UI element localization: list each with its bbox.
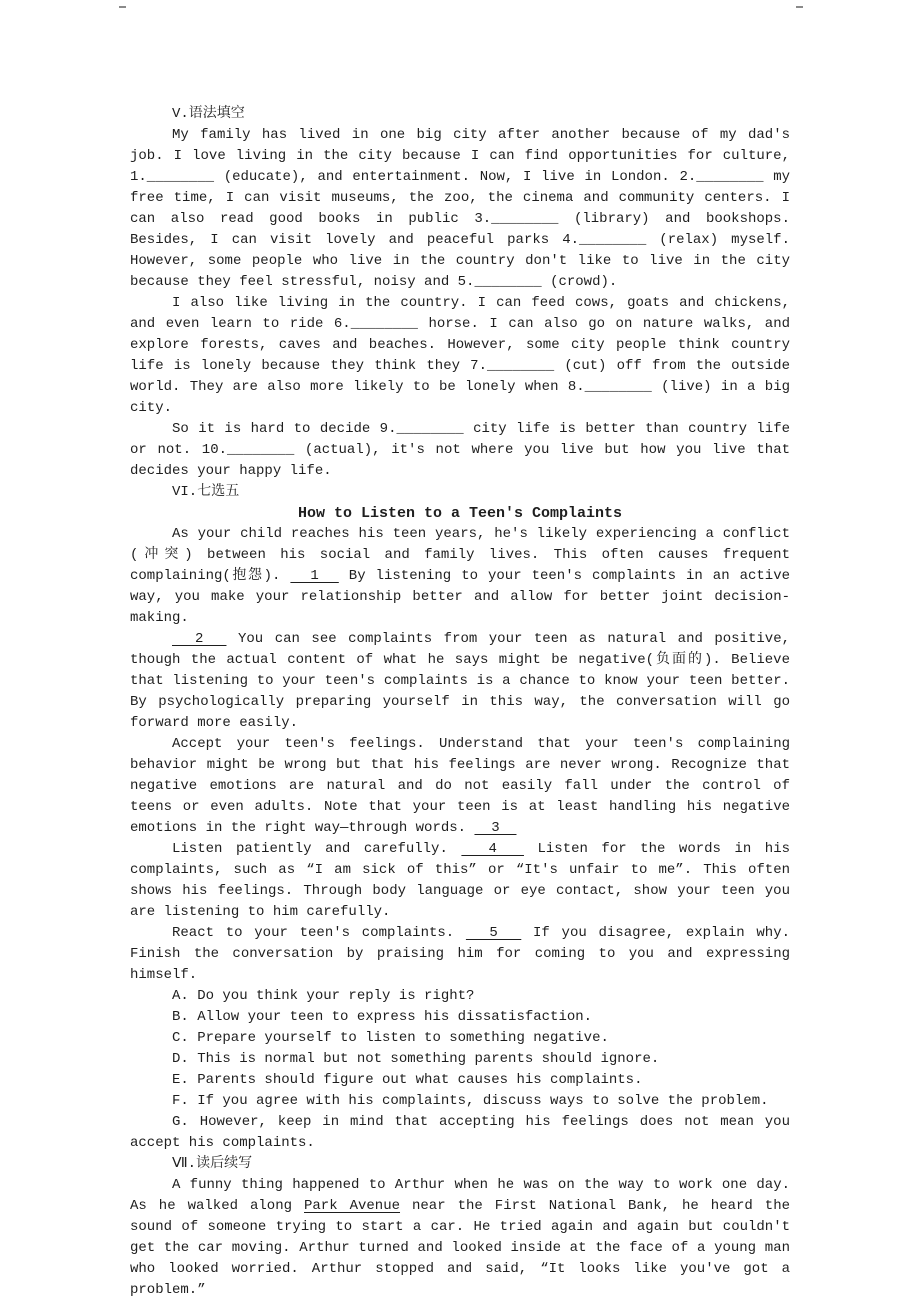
- option-c: [130, 1028, 790, 1049]
- text-run: How to Listen to a Teen's Complaints: [297, 505, 623, 522]
- numbered-blank-4: 4: [461, 841, 524, 857]
- cloze-paragraph-3: [130, 734, 790, 839]
- option-g: [130, 1112, 790, 1154]
- text-run: near the First National Bank, he heard the sound of someone trying to start a car. He tried again and again but couldn't get the car moving. Arthur turned and looked inside at the face of a young man who looked worried. Arthur stopped and said, “It looks like you've got a problem.”: [130, 1198, 790, 1298]
- page-corner-mark-left: [119, 6, 126, 8]
- passage-title: [130, 503, 790, 524]
- underlined-park-avenue: Park Avenue: [304, 1198, 401, 1214]
- text-run: You can see complaints from your teen as natural and positive, though the actual content of what he says might be negative(负面的). Believe that listening to your teen's complaints is a chance to know your teen better. By psychologically preparing yourself in this way, the conversation will go forward more easily.: [130, 631, 790, 731]
- text-run: Ⅶ.读后续写: [172, 1156, 253, 1172]
- text-run: By listening to your teen's complaints in an active way, you make your relationship better and allow for better joint decision-making.: [130, 568, 791, 626]
- text-run: G. However, keep in mind that accepting his feelings does not mean you accept his complaints.: [130, 1114, 790, 1151]
- numbered-blank-1: 1: [290, 568, 339, 584]
- text-run: D. This is normal but not something parents should ignore.: [172, 1051, 660, 1067]
- text-run: E. Parents should figure out what causes his complaints.: [172, 1072, 643, 1088]
- text-run: A funny thing happened to Arthur when he was on the way to work one day. As he walked along: [130, 1177, 790, 1214]
- cloze-paragraph-5: [130, 923, 790, 986]
- text-run: Listen for the words in his complaints, such as “I am sick of this” or “It's unfair to me”. This often shows his feelings. Through body language or eye contact, show your teen you are listening to him carefully.: [130, 841, 791, 920]
- option-a: [130, 986, 790, 1007]
- continuation-paragraph-1: [130, 1175, 790, 1301]
- section-heading-grammar: [130, 104, 790, 125]
- text-run: So it is hard to decide 9.________ city life is better than country life or not. 10.________ (actual), it's not where you live but how you live that decides your happy life.: [130, 421, 790, 479]
- numbered-blank-2: 2: [172, 631, 227, 647]
- option-f: [130, 1091, 790, 1112]
- cloze-paragraph-1: [130, 524, 790, 629]
- grammar-paragraph-2: [130, 293, 790, 419]
- option-d: [130, 1049, 790, 1070]
- grammar-paragraph-1: [130, 125, 790, 293]
- text-run: V.语法填空: [172, 106, 245, 122]
- section-heading-continuation: [130, 1154, 790, 1175]
- grammar-paragraph-3: [130, 419, 790, 482]
- numbered-blank-5: 5: [465, 925, 522, 941]
- text-run: I also like living in the country. I can feed cows, goats and chickens, and even learn to ride 6.________ horse. I can also go on nature walks, and explore forests, caves and beaches. However, some city people think country life is lonely because they think they 7.________ (cut) off from the outside world. They are also more likely to be lonely when 8.________ (live) in a big city.: [130, 295, 790, 416]
- option-e: [130, 1070, 790, 1091]
- cloze-paragraph-4: [130, 839, 790, 923]
- numbered-blank-3: 3: [474, 820, 517, 836]
- text-run: B. Allow your teen to express his dissatisfaction.: [172, 1009, 593, 1025]
- text-run: A. Do you think your reply is right?: [172, 988, 475, 1004]
- option-b: [130, 1007, 790, 1028]
- text-run: As your child reaches his teen years, he's likely experiencing a conflict (冲突) between his social and family lives. This often causes frequent complaining(抱怨).: [130, 526, 790, 584]
- page-corner-mark-right: [796, 6, 803, 8]
- text-run: If you disagree, explain why. Finish the conversation by praising him for coming to you and expressing himself.: [130, 925, 790, 983]
- text-run: Accept your teen's feelings. Understand that your teen's complaining behavior might be wrong but that his feelings are never wrong. Recognize that negative emotions are natural and do not easily fall under the control of teens or even adults. Note that your teen is at least handling his negative emotions in the right way—through words.: [130, 736, 790, 836]
- text-run: C. Prepare yourself to listen to something negative.: [172, 1030, 609, 1046]
- text-run: Listen patiently and carefully.: [172, 841, 462, 857]
- text-run: VI.七选五: [172, 484, 240, 500]
- cloze-paragraph-2: [130, 629, 790, 734]
- text-run: React to your teen's complaints.: [172, 925, 466, 941]
- text-run: My family has lived in one big city after another because of my dad's job. I love living in the city because I can find opportunities for culture, 1.________ (educate), and entertainment. Now, I live in London. 2.________ my free time, I can visit museums, the zoo, the cinema and community centers. I can also read good books in public 3.________ (library) and bookshops. Besides, I can visit lovely and peaceful parks 4.________ (relax) myself. However, some people who live in the country don't like to live in the city because they feel stressful, noisy and 5.________ (crowd).: [130, 127, 790, 290]
- section-heading-cloze: [130, 482, 790, 503]
- text-run: F. If you agree with his complaints, discuss ways to solve the problem.: [172, 1093, 769, 1109]
- document-page: [130, 104, 790, 1301]
